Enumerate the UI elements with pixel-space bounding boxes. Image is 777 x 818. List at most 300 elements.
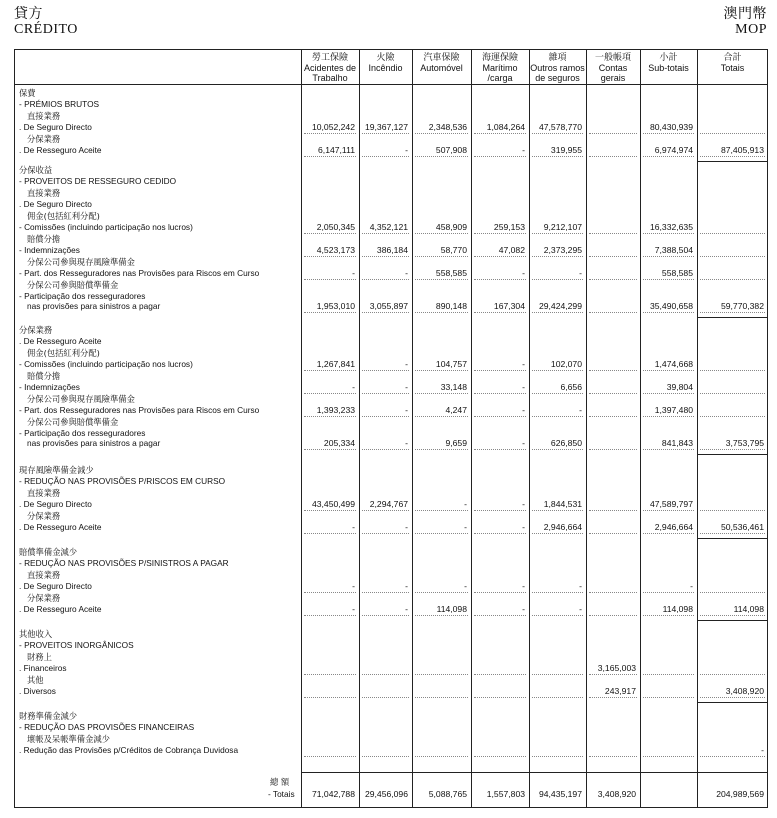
column-divider	[412, 49, 413, 808]
section-total-rule	[697, 620, 768, 621]
cell-dotted-rule	[532, 233, 583, 234]
cell-dotted-rule	[415, 256, 468, 257]
cell-dotted-rule	[643, 615, 694, 616]
table-cell-value: 205,334	[323, 438, 355, 448]
cell-dotted-rule	[304, 133, 356, 134]
row-label: . De Resseguro Aceite	[19, 604, 102, 614]
row-label: . De Resseguro Aceite	[19, 522, 102, 532]
section-total-rule	[697, 538, 768, 539]
cell-dotted-rule	[700, 256, 765, 257]
table-cell-value: -	[522, 438, 525, 448]
cell-dotted-rule	[415, 756, 468, 757]
row-label: - Participação dos resseguradores	[19, 291, 146, 301]
cell-dotted-rule	[589, 697, 637, 698]
cell-dotted-rule	[474, 697, 526, 698]
table-cell-value: 6,147,111	[318, 145, 355, 155]
cell-dotted-rule	[304, 370, 356, 371]
cell-dotted-rule	[304, 156, 356, 157]
table-cell-value: -	[352, 604, 355, 614]
table-cell-value: 4,523,173	[316, 245, 355, 255]
table-cell-value: -	[690, 581, 693, 591]
column-header	[359, 53, 412, 73]
cell-dotted-rule	[643, 416, 694, 417]
cell-dotted-rule	[589, 370, 637, 371]
table-cell-value: -	[579, 581, 582, 591]
cell-dotted-rule	[362, 312, 409, 313]
column-divider	[640, 49, 641, 808]
cell-dotted-rule	[304, 592, 356, 593]
cell-dotted-rule	[362, 615, 409, 616]
table-cell-value: -	[522, 522, 525, 532]
cell-dotted-rule	[362, 592, 409, 593]
row-label: . Diversos	[19, 686, 56, 696]
column-divider	[471, 49, 472, 808]
cell-dotted-rule	[304, 756, 356, 757]
table-cell-value: 3,408,920	[725, 686, 764, 696]
cell-dotted-rule	[474, 615, 526, 616]
table-cell-value: -	[522, 268, 525, 278]
table-cell-value: 10,052,242	[311, 122, 355, 132]
row-label-zh: 分保業務	[27, 593, 61, 603]
row-label: . De Resseguro Aceite	[19, 336, 102, 346]
row-label: - PROVEITOS INORGÂNICOS	[19, 640, 134, 650]
column-header-pt-line2: de seguros	[535, 73, 580, 83]
table-cell-value: 1,267,841	[316, 359, 355, 369]
table-cell-value: 890,148	[435, 301, 467, 311]
cell-dotted-rule	[589, 510, 637, 511]
table-cell-value: -	[522, 382, 525, 392]
cell-dotted-rule	[589, 312, 637, 313]
column-header-zh: 合計	[723, 53, 742, 63]
row-label-zh: 分保公司參與現存風險準備金	[27, 257, 135, 267]
section-total-rule	[697, 161, 768, 162]
cell-dotted-rule	[304, 279, 356, 280]
header-left-pt: CRÉDITO	[14, 22, 78, 37]
cell-dotted-rule	[474, 256, 526, 257]
cell-dotted-rule	[700, 312, 765, 313]
row-label-zh: 壞帳及呆帳準備金減少	[27, 734, 110, 744]
row-label: - Indemnizações	[19, 382, 80, 392]
cell-dotted-rule	[532, 256, 583, 257]
cell-dotted-rule	[532, 756, 583, 757]
row-label-zh: 直接業務	[27, 570, 61, 580]
cell-dotted-rule	[700, 756, 765, 757]
cell-dotted-rule	[700, 133, 765, 134]
cell-dotted-rule	[643, 256, 694, 257]
table-cell-value: -	[405, 522, 408, 532]
table-cell-value: -	[522, 359, 525, 369]
table-cell-value: 3,165,003	[597, 663, 636, 673]
cell-dotted-rule	[474, 156, 526, 157]
table-cell-value: 386,184	[376, 245, 408, 255]
cell-dotted-rule	[532, 697, 583, 698]
cell-dotted-rule	[474, 533, 526, 534]
table-cell-value: 507,908	[435, 145, 467, 155]
table-cell-value: 16,332,635	[649, 222, 693, 232]
table-cell-value: 626,850	[550, 438, 582, 448]
column-header	[586, 53, 640, 83]
table-cell-value: 319,955	[550, 145, 582, 155]
cell-dotted-rule	[700, 674, 765, 675]
column-header-pt: Totais	[720, 63, 745, 73]
cell-dotted-rule	[643, 312, 694, 313]
totals-label: - Totais	[268, 789, 295, 799]
cell-dotted-rule	[589, 133, 637, 134]
row-label-zh: 直接業務	[27, 111, 61, 121]
row-label-zh: 佣金(包括紅利分配)	[27, 348, 100, 358]
row-label: - REDUÇÃO DAS PROVISÕES FINANCEIRAS	[19, 722, 195, 732]
cell-dotted-rule	[532, 510, 583, 511]
cell-dotted-rule	[362, 133, 409, 134]
table-cell-value: 1,397,480	[654, 405, 693, 415]
column-divider	[301, 49, 302, 808]
cell-dotted-rule	[643, 156, 694, 157]
table-cell-value: -	[352, 382, 355, 392]
table-cell-value: 1,953,010	[316, 301, 355, 311]
table-cell-value: 19,367,127	[364, 122, 408, 132]
cell-dotted-rule	[643, 756, 694, 757]
cell-dotted-rule	[362, 674, 409, 675]
row-label-zh: 分保業務	[19, 325, 53, 335]
cell-dotted-rule	[474, 233, 526, 234]
cell-dotted-rule	[589, 449, 637, 450]
totals-divider	[301, 772, 768, 773]
totals-cell-value: 3,408,920	[597, 789, 636, 799]
column-header-zh: 一般帳項	[594, 53, 631, 63]
cell-dotted-rule	[362, 756, 409, 757]
totals-cell-value: 29,456,096	[364, 789, 408, 799]
table-cell-value: -	[405, 581, 408, 591]
column-header-pt: Acidentes de	[303, 63, 357, 73]
cell-dotted-rule	[643, 592, 694, 593]
table-cell-value: -	[352, 522, 355, 532]
column-header-pt-line2: /carga	[487, 73, 513, 83]
cell-dotted-rule	[700, 370, 765, 371]
table-cell-value: 50,536,461	[720, 522, 764, 532]
column-divider	[697, 49, 698, 808]
column-header-pt: Contas	[598, 63, 628, 73]
row-label-zh: 分保公司參與賠償準備金	[27, 280, 119, 290]
column-header-zh: 雜項	[548, 53, 567, 63]
column-header-pt: Incêndio	[368, 63, 403, 73]
row-label-zh: 分保公司參與現存風險準備金	[27, 394, 135, 404]
row-label-zh: 財務準備金減少	[19, 711, 78, 721]
cell-dotted-rule	[700, 393, 765, 394]
cell-dotted-rule	[362, 256, 409, 257]
column-header-pt-line2: Trabalho	[312, 73, 348, 83]
cell-dotted-rule	[362, 510, 409, 511]
cell-dotted-rule	[643, 449, 694, 450]
section-total-rule	[697, 454, 768, 455]
table-cell-value: 104,757	[435, 359, 467, 369]
table-cell-value: 6,656	[560, 382, 582, 392]
row-label: - Part. dos Resseguradores nas Provisões para Riscos em Curso	[19, 268, 260, 278]
cell-dotted-rule	[304, 615, 356, 616]
table-cell-value: 2,946,664	[543, 522, 582, 532]
table-cell-value: 4,247	[445, 405, 467, 415]
cell-dotted-rule	[589, 674, 637, 675]
cell-dotted-rule	[415, 370, 468, 371]
table-cell-value: -	[464, 499, 467, 509]
cell-dotted-rule	[589, 393, 637, 394]
cell-dotted-rule	[700, 449, 765, 450]
row-label: . Financeiros	[19, 663, 67, 673]
cell-dotted-rule	[415, 592, 468, 593]
cell-dotted-rule	[415, 279, 468, 280]
cell-dotted-rule	[643, 510, 694, 511]
cell-dotted-rule	[474, 312, 526, 313]
cell-dotted-rule	[304, 674, 356, 675]
column-header	[412, 53, 471, 73]
table-cell-value: 47,578,770	[538, 122, 582, 132]
cell-dotted-rule	[474, 592, 526, 593]
row-label-zh: 分保業務	[27, 134, 61, 144]
totals-cell-value: 94,435,197	[538, 789, 582, 799]
table-cell-value: 9,659	[445, 438, 467, 448]
cell-dotted-rule	[415, 133, 468, 134]
cell-dotted-rule	[362, 156, 409, 157]
column-header-pt: Outros ramos	[530, 63, 585, 73]
row-label-zh: 其他	[27, 675, 44, 685]
totals-cell-value: 204,989,569	[716, 789, 764, 799]
table-cell-value: -	[405, 359, 408, 369]
cell-dotted-rule	[415, 312, 468, 313]
table-cell-value: -	[464, 581, 467, 591]
table-cell-value: -	[405, 382, 408, 392]
cell-dotted-rule	[532, 592, 583, 593]
table-cell-value: -	[405, 604, 408, 614]
cell-dotted-rule	[700, 279, 765, 280]
cell-dotted-rule	[362, 416, 409, 417]
table-cell-value: 167,304	[493, 301, 525, 311]
cell-dotted-rule	[700, 615, 765, 616]
row-label-zh: 保費	[19, 88, 36, 98]
table-cell-value: -	[405, 405, 408, 415]
table-cell-value: -	[579, 604, 582, 614]
table-cell-value: 259,153	[493, 222, 525, 232]
cell-dotted-rule	[643, 533, 694, 534]
table-cell-value: 1,393,233	[316, 405, 355, 415]
row-label-zh: 現存風險準備金減少	[19, 465, 94, 475]
column-header	[640, 53, 697, 73]
row-label: . Redução das Provisões p/Créditos de Cobrança Duvidosa	[19, 745, 239, 755]
row-label-zh: 賠償分擔	[27, 234, 61, 244]
totals-cell-value: 71,042,788	[311, 789, 355, 799]
table-cell-value: 87,405,913	[720, 145, 764, 155]
cell-dotted-rule	[532, 156, 583, 157]
cell-dotted-rule	[532, 449, 583, 450]
table-cell-value: -	[522, 405, 525, 415]
cell-dotted-rule	[474, 449, 526, 450]
totals-cell-value: 1,557,803	[486, 789, 525, 799]
column-header-zh: 小計	[659, 53, 678, 63]
cell-dotted-rule	[474, 510, 526, 511]
table-cell-value: -	[464, 522, 467, 532]
cell-dotted-rule	[362, 533, 409, 534]
cell-dotted-rule	[415, 674, 468, 675]
column-header-zh: 火險	[376, 53, 395, 63]
cell-dotted-rule	[643, 279, 694, 280]
table-cell-value: 33,148	[440, 382, 467, 392]
cell-dotted-rule	[362, 279, 409, 280]
row-label: - REDUÇÃO NAS PROVISÕES P/RISCOS EM CURSO	[19, 476, 226, 486]
column-header	[697, 53, 768, 73]
table-cell-value: 2,946,664	[654, 522, 693, 532]
cell-dotted-rule	[532, 615, 583, 616]
cell-dotted-rule	[532, 279, 583, 280]
cell-dotted-rule	[589, 592, 637, 593]
cell-dotted-rule	[643, 697, 694, 698]
table-cell-value: -	[352, 581, 355, 591]
row-label-zh: 賠償分擔	[27, 371, 61, 381]
cell-dotted-rule	[304, 449, 356, 450]
table-cell-value: -	[522, 145, 525, 155]
cell-dotted-rule	[532, 370, 583, 371]
table-cell-value: 39,804	[666, 382, 693, 392]
header-right-pt: MOP	[735, 22, 767, 37]
cell-dotted-rule	[589, 756, 637, 757]
table-cell-value: 841,843	[661, 438, 693, 448]
table-cell-value: 3,055,897	[369, 301, 408, 311]
cell-dotted-rule	[304, 697, 356, 698]
cell-dotted-rule	[415, 156, 468, 157]
table-cell-value: 80,430,939	[649, 122, 693, 132]
cell-dotted-rule	[362, 393, 409, 394]
row-label: . De Seguro Directo	[19, 122, 92, 132]
header-right-zh: 澳門幣	[723, 6, 767, 22]
cell-dotted-rule	[304, 233, 356, 234]
cell-dotted-rule	[474, 279, 526, 280]
table-cell-value: 35,490,658	[649, 301, 693, 311]
table-cell-value: 47,082	[498, 245, 525, 255]
table-cell-value: 58,770	[440, 245, 467, 255]
cell-dotted-rule	[643, 233, 694, 234]
cell-dotted-rule	[415, 533, 468, 534]
table-cell-value: 9,212,107	[543, 222, 582, 232]
table-cell-value: -	[405, 145, 408, 155]
row-label: - Participação dos resseguradores	[19, 428, 146, 438]
row-label-zh: 其他收入	[19, 629, 53, 639]
row-label-zh: 分保收益	[19, 165, 53, 175]
table-cell-value: 29,424,299	[538, 301, 582, 311]
cell-dotted-rule	[304, 510, 356, 511]
cell-dotted-rule	[589, 233, 637, 234]
cell-dotted-rule	[589, 615, 637, 616]
row-label-zh: 佣金(包括紅利分配)	[27, 211, 100, 221]
cell-dotted-rule	[362, 370, 409, 371]
cell-dotted-rule	[589, 156, 637, 157]
cell-dotted-rule	[532, 312, 583, 313]
section-total-rule	[697, 702, 768, 703]
column-header-zh: 汽車保險	[423, 53, 460, 63]
row-label: - Comissões (incluindo participação nos lucros)	[19, 222, 193, 232]
table-cell-value: -	[522, 604, 525, 614]
header-divider	[14, 84, 768, 85]
table-cell-value: 2,348,536	[428, 122, 467, 132]
table-cell-value: 1,084,264	[486, 122, 525, 132]
section-total-rule	[697, 317, 768, 318]
column-divider	[586, 49, 587, 808]
column-header-pt-line2: gerais	[600, 73, 626, 83]
cell-dotted-rule	[589, 279, 637, 280]
table-cell-value: 2,373,295	[543, 245, 582, 255]
cell-dotted-rule	[362, 233, 409, 234]
cell-dotted-rule	[532, 393, 583, 394]
cell-dotted-rule	[532, 674, 583, 675]
row-label: - Comissões (incluindo participação nos lucros)	[19, 359, 193, 369]
cell-dotted-rule	[474, 393, 526, 394]
table-cell-value: 2,050,345	[316, 222, 355, 232]
table-cell-value: 1,844,531	[543, 499, 582, 509]
column-divider	[359, 49, 360, 808]
row-label: - REDUÇÃO NAS PROVISÕES P/SINISTROS A PAGAR	[19, 558, 229, 568]
table-cell-value: 114,098	[662, 604, 693, 614]
row-label-zh: 直接業務	[27, 488, 61, 498]
table-cell-value: 2,294,767	[369, 499, 408, 509]
column-header-zh: 勞工保險	[311, 53, 348, 63]
cell-dotted-rule	[700, 533, 765, 534]
row-label: - PRÉMIOS BRUTOS	[19, 99, 100, 109]
column-divider	[529, 49, 530, 808]
table-cell-value: 558,585	[435, 268, 467, 278]
table-cell-value: 243,917	[604, 686, 636, 696]
column-header	[471, 53, 529, 83]
table-cell-value: -	[522, 499, 525, 509]
cell-dotted-rule	[304, 256, 356, 257]
row-label-zh: 財務上	[27, 652, 52, 662]
totals-cell-value: 5,088,765	[428, 789, 467, 799]
table-cell-value: -	[522, 581, 525, 591]
row-label-zh: 賠償準備金減少	[19, 547, 78, 557]
table-cell-value: 43,450,499	[311, 499, 355, 509]
cell-dotted-rule	[589, 416, 637, 417]
row-label: nas provisões para sinistros a pagar	[27, 301, 161, 311]
row-label: . De Resseguro Aceite	[19, 145, 102, 155]
cell-dotted-rule	[589, 256, 637, 257]
cell-dotted-rule	[643, 393, 694, 394]
row-label: . De Seguro Directo	[19, 581, 92, 591]
row-label: - Indemnizações	[19, 245, 80, 255]
row-label-zh: 直接業務	[27, 188, 61, 198]
header-left-zh: 貸方	[14, 6, 43, 22]
cell-dotted-rule	[700, 233, 765, 234]
cell-dotted-rule	[415, 416, 468, 417]
table-cell-value: 458,909	[435, 222, 467, 232]
cell-dotted-rule	[589, 533, 637, 534]
table-cell-value: 4,352,121	[369, 222, 408, 232]
cell-dotted-rule	[474, 133, 526, 134]
cell-dotted-rule	[415, 233, 468, 234]
cell-dotted-rule	[532, 133, 583, 134]
table-cell-value: 3,753,795	[725, 438, 764, 448]
row-label: . De Seguro Directo	[19, 199, 92, 209]
column-header-pt: Automóvel	[420, 63, 463, 73]
table-cell-value: -	[405, 268, 408, 278]
cell-dotted-rule	[304, 533, 356, 534]
column-header-zh: 海運保險	[481, 53, 518, 63]
cell-dotted-rule	[304, 416, 356, 417]
row-label-zh: 分保公司參與賠償準備金	[27, 417, 119, 427]
row-label: - Part. dos Resseguradores nas Provisões para Riscos em Curso	[19, 405, 260, 415]
table-cell-value: 114,098	[733, 604, 764, 614]
table-cell-value: 114,098	[436, 604, 467, 614]
table-cell-value: -	[352, 268, 355, 278]
row-label: - PROVEITOS DE RESSEGURO CEDIDO	[19, 176, 177, 186]
table-cell-value: 558,585	[661, 268, 693, 278]
cell-dotted-rule	[532, 533, 583, 534]
totals-label-zh: 總 額	[270, 777, 290, 787]
cell-dotted-rule	[415, 393, 468, 394]
